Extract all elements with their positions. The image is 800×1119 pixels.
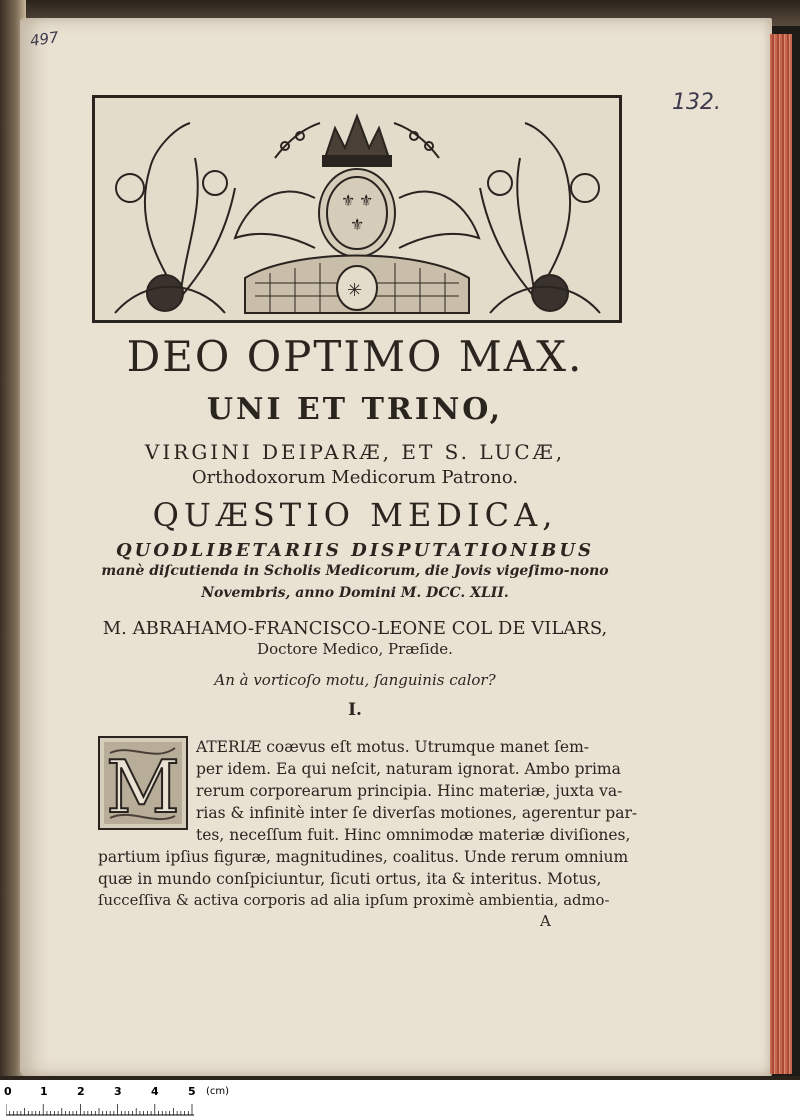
svg-text:⚜: ⚜ [341, 191, 356, 210]
decorated-initial-icon [100, 738, 186, 828]
scale-number: 5 [188, 1085, 196, 1098]
decorated-initial [98, 736, 188, 830]
handwritten-folio-left: 497 [28, 28, 60, 50]
body-line-8: ſucceſſiva & activa corporis ad alia ipſum proximè ambientia, admo- [98, 892, 610, 909]
heading-deo-optimo: DEO OPTIMO MAX. [126, 332, 584, 381]
heading-date: Novembris, anno Domini M. DCC. XLII. [201, 585, 509, 601]
heading-quodlibetariis: QUODLIBETARIIS DISPUTATIONIBUS [115, 540, 595, 561]
dropcap-letter: M [106, 745, 180, 828]
ruler-ticks-icon [6, 1104, 194, 1116]
body-line-7: quæ in mundo conſpiciuntur, ſicuti ortus, ita & interitus. Motus, [98, 870, 602, 888]
heading-uni-et-trino: UNI ET TRINO, [206, 392, 504, 427]
royal-crown-fleur-de-lis-headpiece [92, 95, 622, 323]
svg-text:⚜: ⚜ [359, 191, 374, 210]
heading-quaestio-medica: QUÆSTIO MEDICA, [152, 496, 558, 534]
heading-virgini-deiparae: VIRGINI DEIPARÆ, ET S. LUCÆ, [144, 440, 566, 464]
scale-number: 3 [114, 1085, 122, 1098]
body-line-3: rerum corporearum principia. Hinc materiæ, juxta va- [196, 782, 623, 800]
body-line-4: rias & infinitè inter ſe diverſas motiones, agerentur par- [196, 804, 638, 822]
headpiece-engraving-icon [95, 98, 619, 320]
scale-number: 1 [40, 1085, 48, 1098]
svg-text:⚜: ⚜ [350, 215, 365, 234]
body-line-2: per idem. Ea qui neſcit, naturam ignorat. Ambo prima [196, 760, 621, 778]
heading-discutienda: manè diſcutienda in Scholis Medicorum, die Jovis vigeſimo-nono [101, 563, 609, 579]
body-line-6: partium ipſius figuræ, magnitudines, coalitus. Unde rerum omnium [98, 848, 629, 866]
scale-number: 2 [77, 1085, 85, 1098]
measurement-scale [0, 1080, 800, 1119]
section-number: I. [348, 700, 362, 720]
thesis-question: An à vorticoſo motu, ſanguinis calor? [214, 671, 496, 689]
scale-number: 0 [4, 1085, 12, 1098]
svg-text:✳: ✳ [347, 280, 363, 301]
heading-praeses-name: M. ABRAHAMO-FRANCISCO-LEONE COL DE VILARS, [102, 618, 608, 639]
scale-unit: (cm) [206, 1086, 230, 1097]
handwritten-folio-right: 132. [672, 90, 721, 115]
body-line-1: ATERIÆ coævus eſt motus. Utrumque manet ſem- [196, 738, 590, 756]
body-line-5: tes, neceſſum fuit. Hinc omnimodæ materiæ diviſiones, [196, 826, 631, 844]
scale-number: 4 [151, 1085, 159, 1098]
red-page-edges [770, 34, 792, 1074]
heading-praeses-title: Doctore Medico, Præſide. [257, 640, 453, 658]
signature-mark: A [540, 912, 551, 930]
heading-patrono: Orthodoxorum Medicorum Patrono. [191, 467, 519, 488]
